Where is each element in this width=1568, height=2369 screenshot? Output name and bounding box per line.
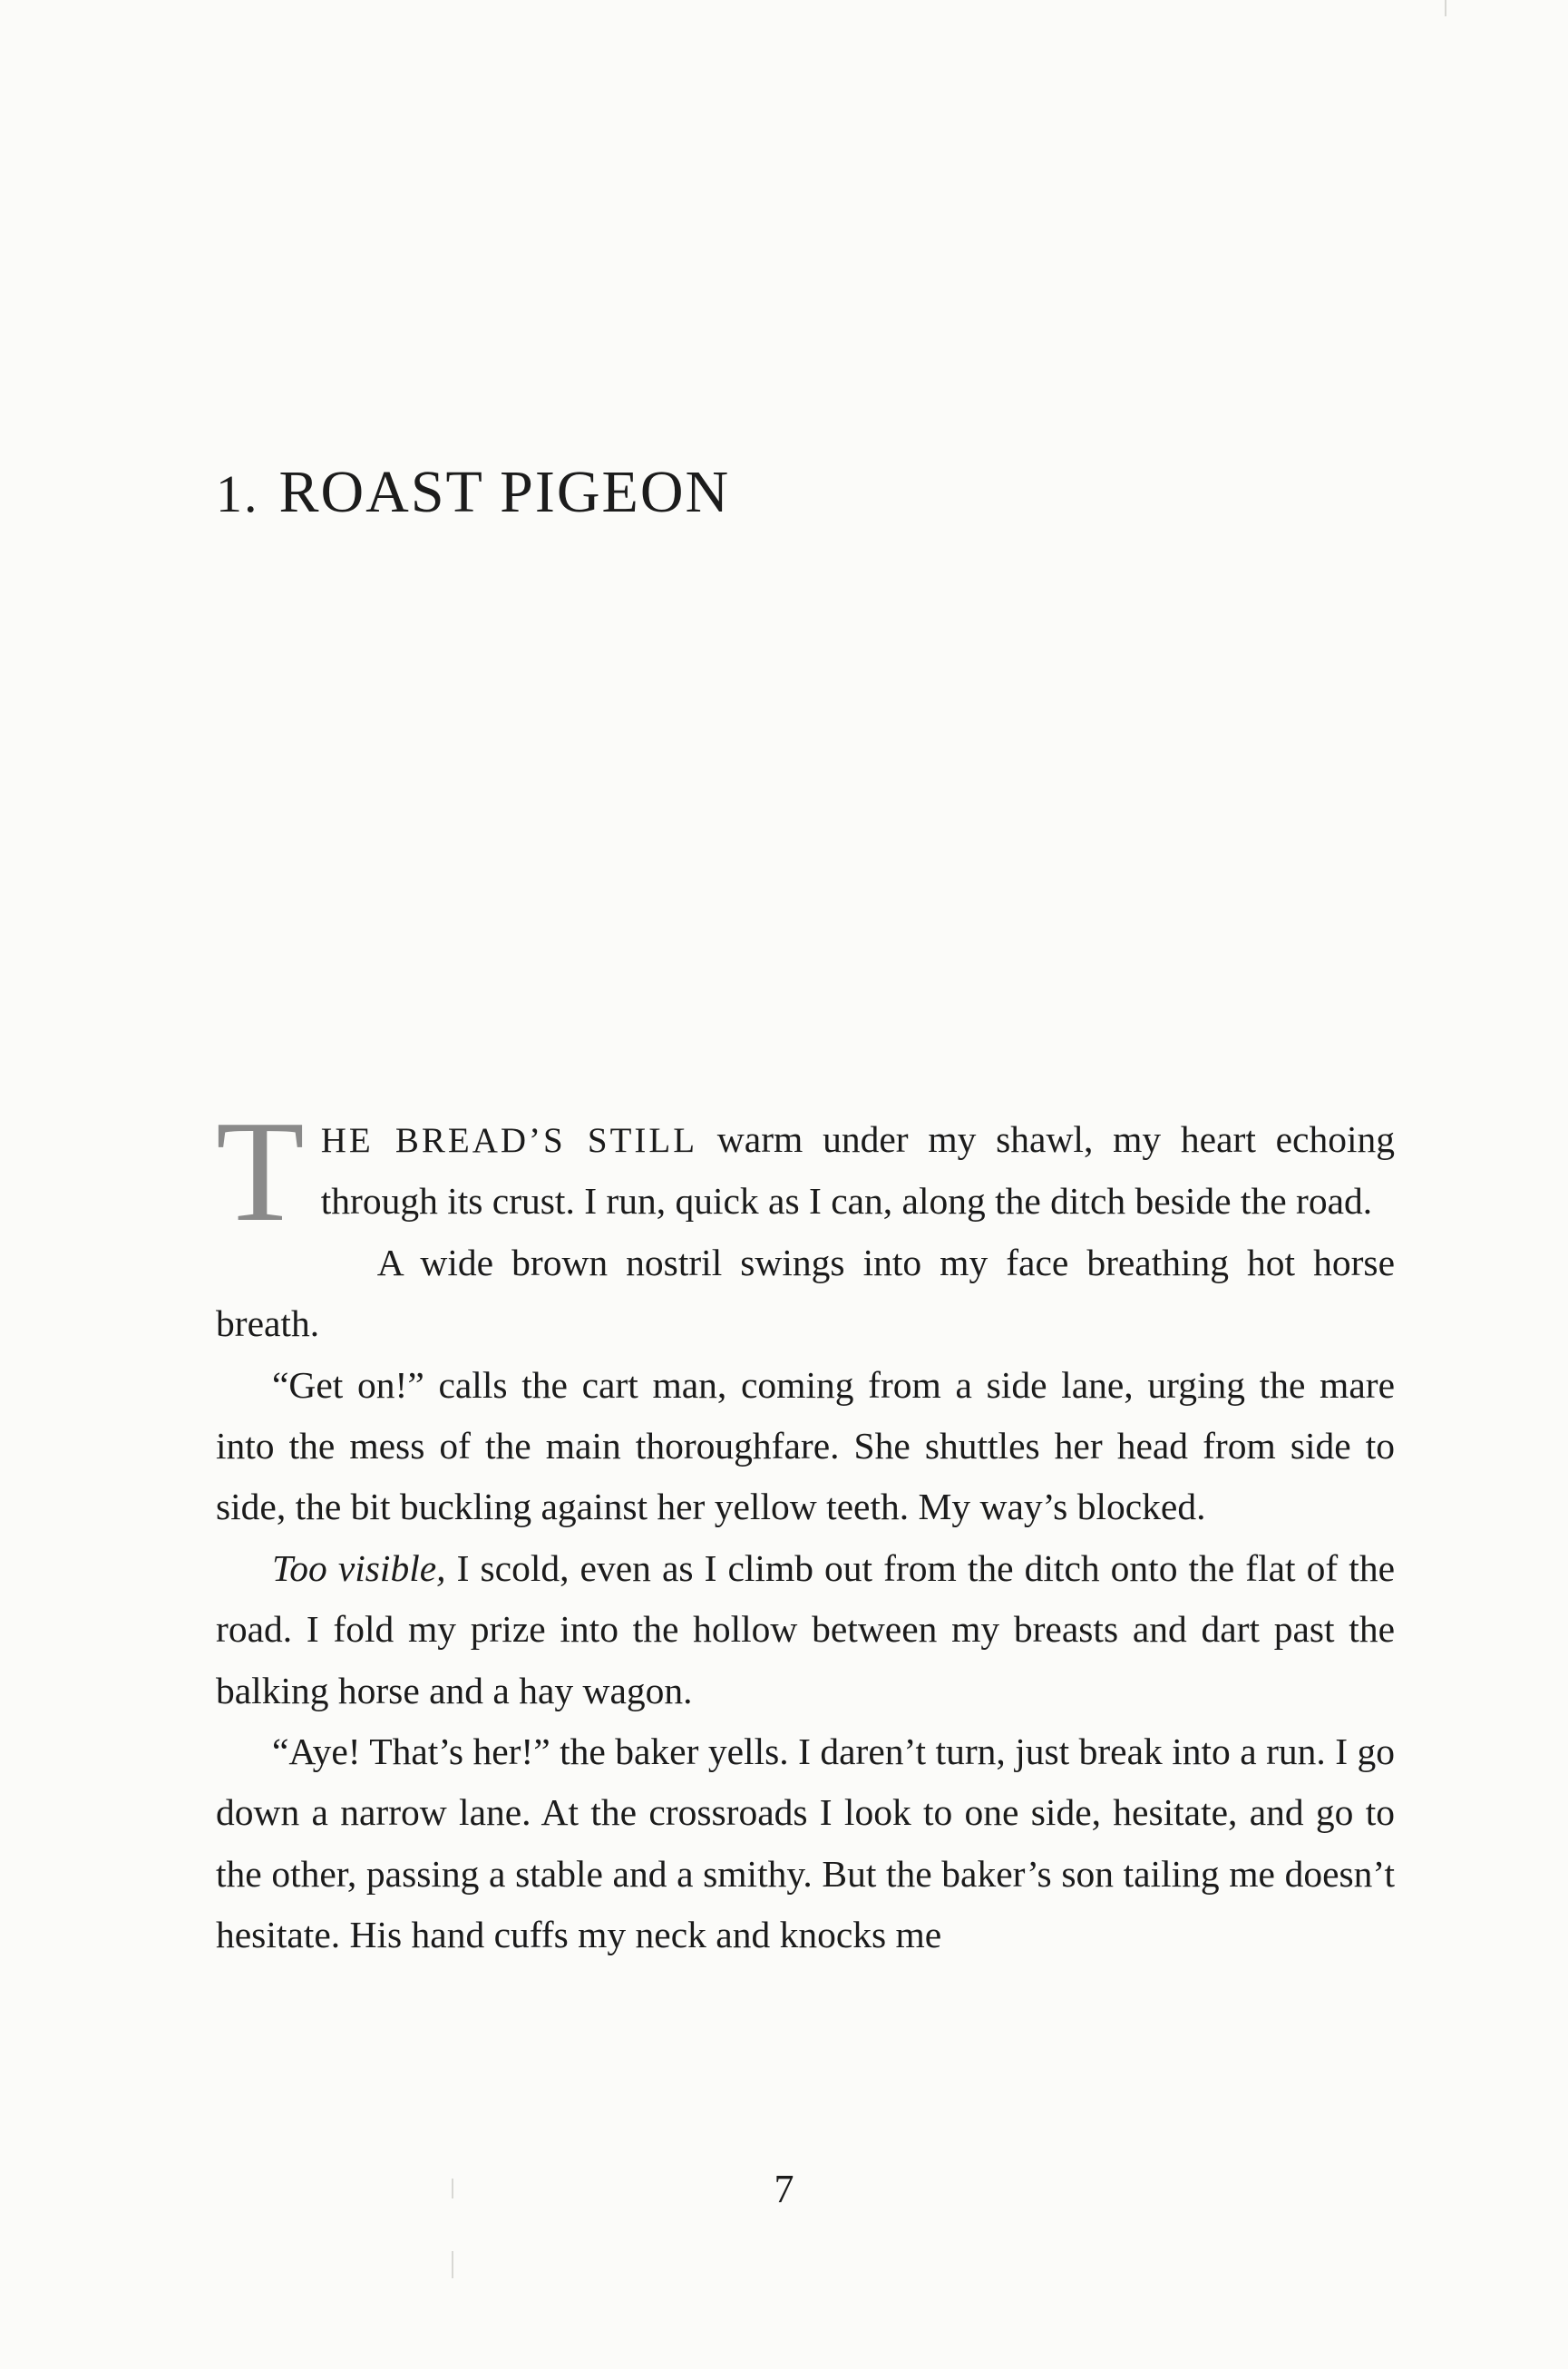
lead-in-small-caps: HE BREAD’S STILL bbox=[320, 1121, 698, 1160]
page-number: 7 bbox=[774, 2167, 794, 2211]
paragraph-5: “Aye! That’s her!” the baker yells. I daren’t turn, just break into a run. I go down a narrow lane. At the crossroads I look to one side, hesitate, and go to the other, passing a stable and a smithy. But the baker’s son tailing me doesn’t hesitate. His hand cuffs my neck and knocks me bbox=[216, 1730, 1395, 1956]
paragraph-3: “Get on!” calls the cart man, coming from a side lane, urging the mare into the mess of the main thoroughfare. She shuttles her head from side to side, the bit buckling against her yellow teeth. My way’s blocked. bbox=[216, 1363, 1395, 1528]
paragraph-1 bbox=[216, 1090, 1395, 1252]
paragraph-4 bbox=[216, 1538, 1395, 1721]
body-text bbox=[216, 1090, 1395, 1966]
chapter-number: 1. bbox=[216, 464, 259, 523]
scan-artifact-mark bbox=[1445, 0, 1446, 16]
chapter-title bbox=[216, 459, 731, 525]
paragraph-2: A wide brown nostril swings into my face breathing hot horse breath. bbox=[216, 1241, 1395, 1345]
italic-phrase: Too visible, bbox=[272, 1546, 446, 1589]
scan-artifact-mark bbox=[452, 2251, 453, 2278]
chapter-title-text: ROAST PIGEON bbox=[278, 459, 731, 525]
paragraph-4-text: I scold, even as I climb out from the ditch onto the flat of the road. I fold my prize into the hollow between my breasts and dart past the balking horse and a hay wagon. bbox=[216, 1546, 1395, 1711]
drop-cap: T bbox=[216, 1090, 305, 1252]
scan-artifact-mark bbox=[452, 2179, 453, 2198]
paragraph-1-text: warm under my shawl, my heart echoing through its crust. I run, quick as I can, along the ditch beside the road. bbox=[320, 1118, 1395, 1223]
